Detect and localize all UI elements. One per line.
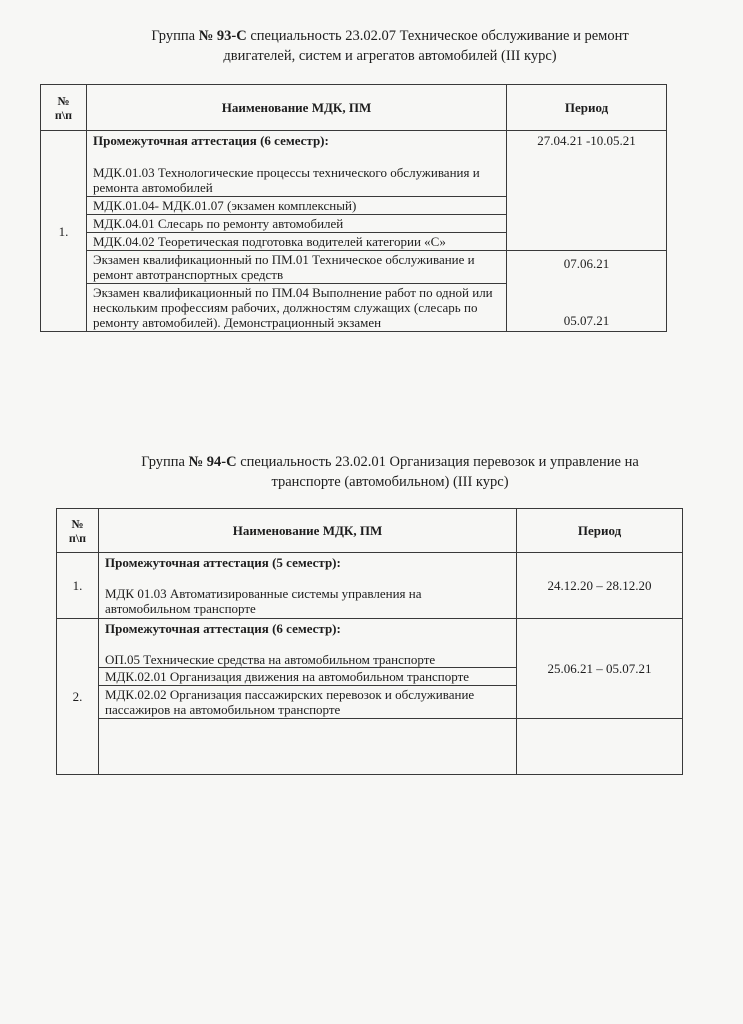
period-cell (507, 251, 667, 332)
table-header-row (41, 85, 667, 131)
attestation-title: Промежуточная аттестация (6 семестр): (105, 621, 341, 636)
row-number: 1. (41, 131, 87, 332)
col-period-header: Период (507, 85, 667, 131)
group-93-heading (70, 26, 710, 66)
col-name-header: Наименование МДК, ПМ (87, 85, 507, 131)
col-name-header: Наименование МДК, ПМ (99, 509, 517, 553)
group-94-heading-line2: транспорте (автомобильном) (III курс) (271, 474, 509, 490)
group-93-heading-line2: двигателей, систем и агрегатов автомобилей (III курс) (223, 48, 557, 64)
row-number: 2. (57, 619, 99, 775)
list-item: МДК.01.03 Технологические процессы технического обслуживания и ремонта автомобилей (87, 164, 507, 197)
period-cell (507, 131, 667, 251)
list-item: МДК.01.04- МДК.01.07 (экзамен комплексный) (87, 197, 507, 215)
attestation-cell (99, 619, 517, 668)
period-value: 07.06.21 (563, 256, 610, 271)
group-94-table (56, 508, 683, 775)
list-item: МДК.02.02 Организация пассажирских перевозок и обслуживание пассажиров на автомобильном транспорте (99, 686, 517, 719)
group-93-heading-line1: Группа № 93-С специальность 23.02.07 Техническое обслуживание и ремонт (151, 28, 629, 44)
empty-cell (517, 719, 683, 775)
period-value: 27.04.21 -10.05.21 (537, 133, 636, 148)
list-item: МДК.02.01 Организация движения на автомобильном транспорте (99, 668, 517, 686)
group-94-heading (70, 452, 710, 492)
list-item: Экзамен квалификационный по ПМ.04 Выполнение работ по одной или нескольким профессиям рабочих, должностям служащих (слесарь по ремонту автомобилей). Демонстрационный экзамен (87, 284, 507, 332)
table-row (57, 553, 683, 619)
table-header-row (57, 509, 683, 553)
empty-cell (99, 719, 517, 775)
col-period-header: Период (517, 509, 683, 553)
table-row (41, 251, 667, 284)
table-row-empty (57, 719, 683, 775)
period-value: 25.06.21 – 05.07.21 (547, 661, 652, 676)
period-cell (517, 619, 683, 719)
list-item: ОП.05 Технические средства на автомобильном транспорте (105, 652, 436, 667)
table-row (57, 619, 683, 668)
group-94-heading-line1: Группа № 94-С специальность 23.02.01 Организация перевозок и управление на (141, 454, 639, 470)
table-row (41, 131, 667, 165)
list-item: МДК.04.01 Слесарь по ремонту автомобилей (87, 215, 507, 233)
list-item: МДК.04.02 Теоретическая подготовка водителей категории «С» (87, 233, 507, 251)
period-cell (517, 553, 683, 619)
attestation-title: Промежуточная аттестация (6 семестр): (87, 131, 507, 165)
group-93-table (40, 84, 667, 332)
col-num-header: № п\п (41, 85, 87, 131)
period-value: 24.12.20 – 28.12.20 (547, 578, 652, 593)
list-item: Экзамен квалификационный по ПМ.01 Техническое обслуживание и ремонт автотранспортных средств (87, 251, 507, 284)
col-num-header: № п\п (57, 509, 99, 553)
row-number: 1. (57, 553, 99, 619)
attestation-cell (99, 553, 517, 619)
list-item: МДК 01.03 Автоматизированные системы управления на автомобильном транспорте (105, 586, 422, 616)
period-value: 05.07.21 (563, 313, 610, 328)
attestation-title: Промежуточная аттестация (5 семестр): (105, 555, 341, 570)
